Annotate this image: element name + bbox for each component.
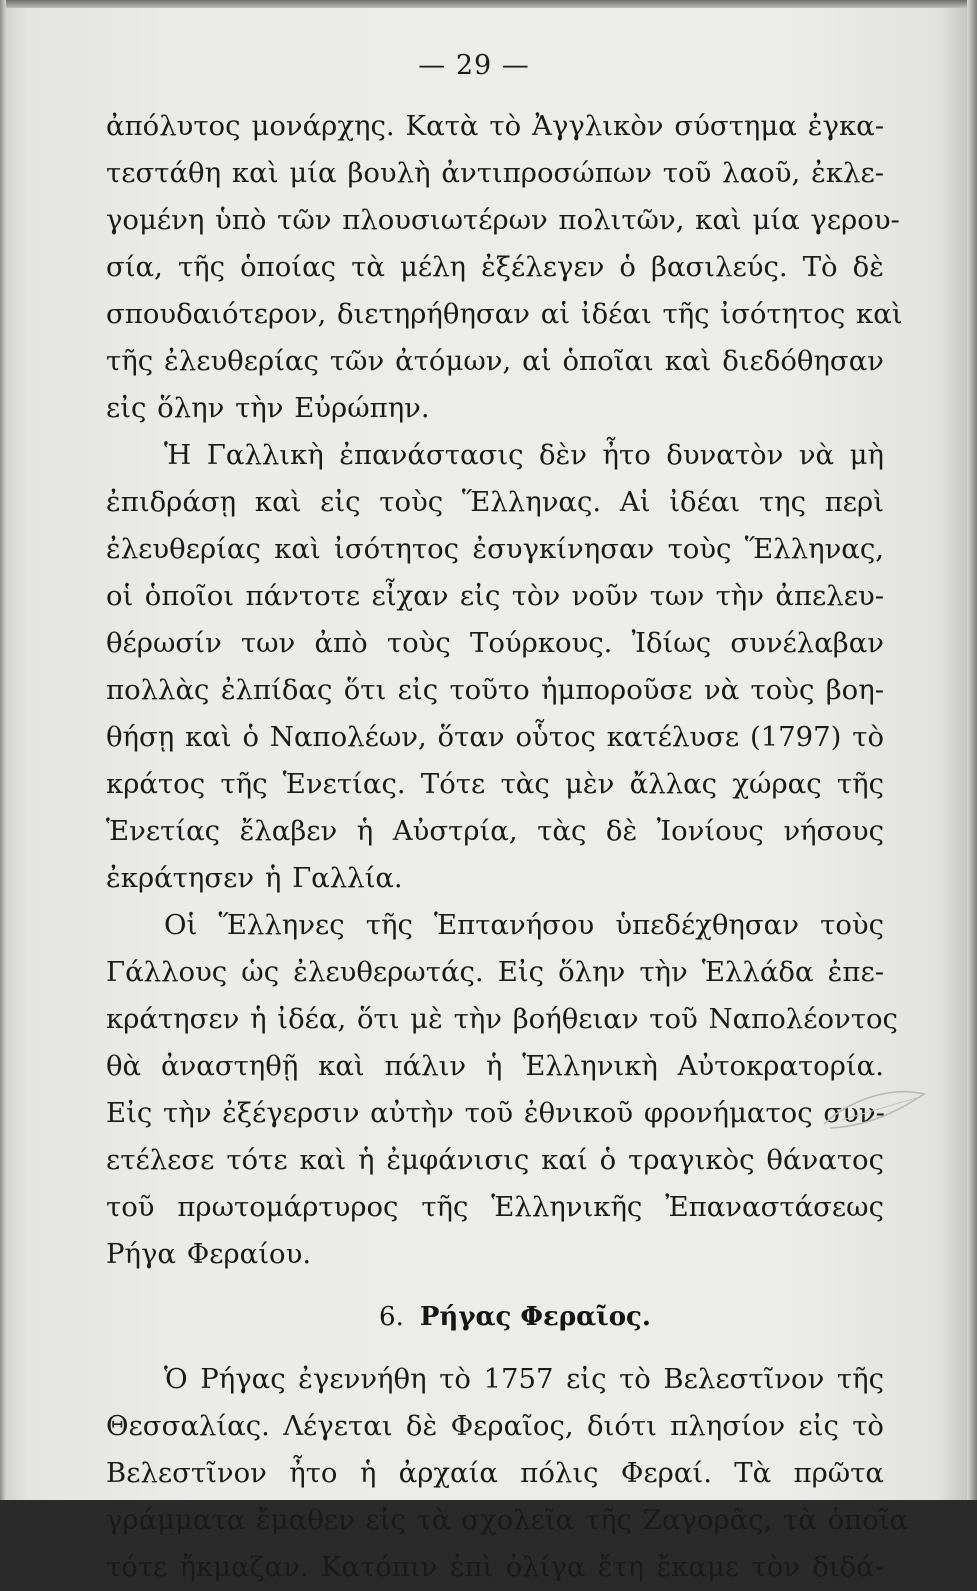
text-line: σπουδαιότερον, διετηρήθησαν αἱ ἰδέαι τῆς ἰσότητος καὶ [106,298,903,330]
page-right-edge-shadow [967,0,977,1500]
text-line: οἱ ὁποῖοι πάντοτε εἶχαν εἰς τὸν νοῦν των τὴν ἀπελευ- [106,580,884,612]
text-line: πολλὰς ἐλπίδας ὅτι εἰς τοῦτο ἠμποροῦσε νὰ τοὺς βοη- [106,674,884,706]
paragraph-1 [106,103,903,432]
text-line: Εἰς τὴν ἐξέγερσιν αὐτὴν τοῦ ἐθνικοῦ φρονήματος συν- [106,1097,885,1129]
page-text [106,103,909,1591]
text-line: κράτος τῆς Ἑνετίας. Τότε τὰς μὲν ἄλλας χώρας τῆς [106,768,884,800]
section-title: Ρήγας Φεραῖος. [419,1302,651,1332]
text-line: τεστάθη καὶ μία βουλὴ ἀντιπροσώπων τοῦ λαοῦ, ἐκλε- [106,157,884,189]
paragraph-4 [106,1356,909,1591]
paragraph-2 [106,432,884,902]
text-line: τοῦ πρωτομάρτυρος τῆς Ἑλληνικῆς Ἐπαναστάσεως [106,1191,884,1223]
text-line: ἐκράτησεν ἡ Γαλλία. [106,862,403,894]
text-line: θέρωσίν των ἀπὸ τοὺς Τούρκους. Ἰδίως συνέλαβαν [106,627,884,659]
text-line: θὰ ἀναστηθῇ καὶ πάλιν ἡ Ἑλληνικὴ Αὐτοκρατορία. [106,1050,884,1082]
text-line: εἰς ὅλην τὴν Εὐρώπην. [106,392,430,424]
text-line: Βελεστῖνον ἦτο ἡ ἀρχαία πόλις Φεραί. Τὰ πρῶτα [106,1457,884,1489]
section-heading [106,1278,884,1356]
text-line: γομένη ὑπὸ τῶν πλουσιωτέρων πολιτῶν, καὶ μία γερου- [106,204,900,236]
text-line: γράμματα ἔμαθεν εἰς τὰ σχολεῖα τῆς Ζαγορᾶς, τὰ ὁποῖα [106,1504,909,1536]
text-line: Ἡ Γαλλικὴ ἐπανάστασις δὲν ἦτο δυνατὸν νὰ μὴ [164,439,884,471]
text-line: Θεσσαλίας. Λέγεται δὲ Φεραῖος, διότι πλησίον εἰς τὸ [106,1410,884,1442]
text-line: τῆς ἐλευθερίας τῶν ἀτόμων, αἱ ὁποῖαι καὶ διεδόθησαν [106,345,884,377]
text-line: τότε ἤκμαζαν. Κατόπιν ἐπὶ ὀλίγα ἔτη ἔκαμε τὸν διδά- [106,1551,884,1583]
text-line: Οἱ Ἕλληνες τῆς Ἑπτανήσου ὑπεδέχθησαν τοὺς [164,909,884,941]
text-line: θήσῃ καὶ ὁ Ναπολέων, ὅταν οὗτος κατέλυσε (1797) τὸ [106,721,884,753]
page-top-edge-shadow [0,0,977,8]
text-line: ἐπιδράσῃ καὶ εἰς τοὺς Ἕλληνας. Αἱ ἰδέαι της περὶ [106,486,884,518]
text-line: ἐλευθερίας καὶ ἰσότητος ἐσυγκίνησαν τοὺς Ἕλληνας, [106,533,884,565]
page-left-edge-shadow [0,0,6,1500]
page-number: — 29 — [418,50,530,81]
text-line: ἀπόλυτος μονάρχης. Κατὰ τὸ Ἀγγλικὸν σύστημα ἐγκα- [106,110,884,142]
text-line: σία, τῆς ὁποίας τὰ μέλη ἐξέλεγεν ὁ βασιλεύς. Τὸ δὲ [106,251,884,283]
text-line: κράτησεν ἡ ἰδέα, ὅτι μὲ τὴν βοήθειαν τοῦ Ναπολέοντος [106,1003,898,1035]
paragraph-3 [106,902,898,1278]
section-number: 6. [379,1302,404,1332]
text-line: Ἑνετίας ἔλαβεν ἡ Αὐστρία, τὰς δὲ Ἰονίους νήσους [106,815,884,847]
text-line: ετέλεσε τότε καὶ ἡ ἐμφάνισις καί ὁ τραγικὸς θάνατος [106,1144,884,1176]
text-line: Ὁ Ρήγας ἐγεννήθη τὸ 1757 εἰς τὸ Βελεστῖνον τῆς [164,1363,884,1395]
text-line: Ρήγα Φεραίου. [106,1238,312,1270]
text-line: Γάλλους ὡς ἐλευθερωτάς. Εἰς ὅλην τὴν Ἑλλάδα ἐπε- [106,956,884,988]
